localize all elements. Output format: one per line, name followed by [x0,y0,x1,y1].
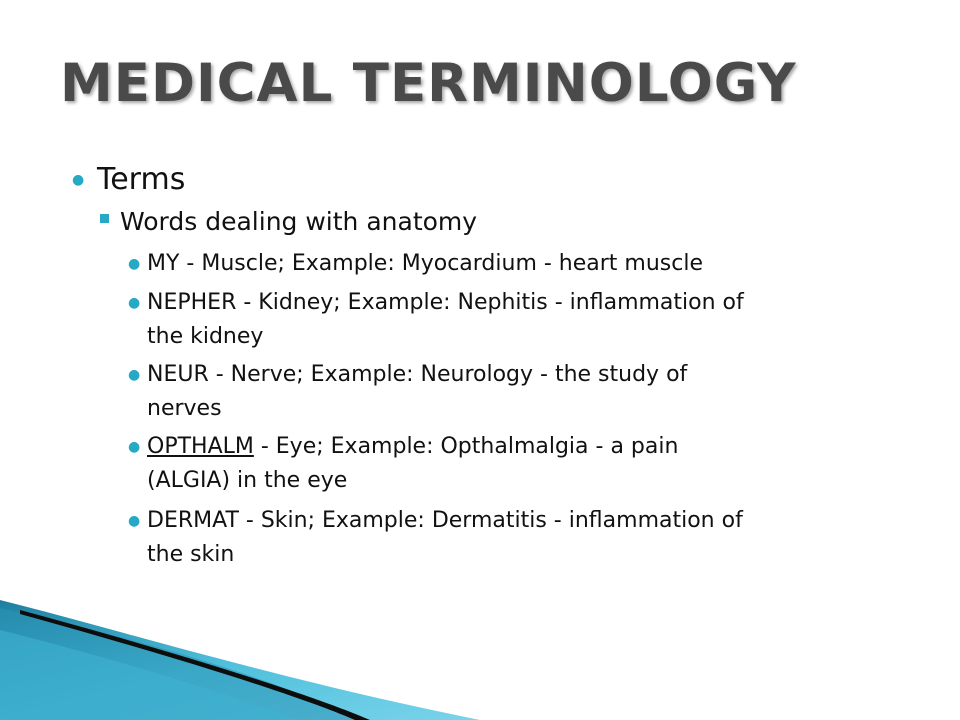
level3-bullet-icon: ● [128,439,141,455]
list-item-line: the skin [147,542,235,567]
list-item-line: MY - Muscle; Example: Myocardium - heart muscle [147,251,704,276]
slide-title: MEDICAL TERMINOLOGY [60,53,797,114]
list-item-line: DERMAT - Skin; Example: Dermatitis - inflammation of [147,508,743,533]
decorative-wave [0,600,480,720]
list-item-text: - Eye; Example: Opthalmalgia - a pain [253,434,679,459]
list-item-line: nerves [147,396,222,421]
level1-bullet-icon: ● [72,172,85,188]
level3-bullet-icon: ● [128,295,141,311]
list-item-line: NEPHER - Kidney; Example: Nephitis - inflammation of [147,290,744,315]
level2-square-bullet-icon [100,214,109,223]
list-item-line: the kidney [147,324,264,349]
level3-bullet-icon: ● [128,367,141,383]
list-item-line [147,430,678,464]
list-item-line: NEUR - Nerve; Example: Neurology - the study of [147,362,688,387]
level2-heading: Words dealing with anatomy [120,207,478,236]
level3-bullet-icon: ● [128,513,141,529]
list-item-line: (ALGIA) in the eye [147,468,348,493]
level3-bullet-icon: ● [128,256,141,272]
level1-heading: Terms [97,162,186,197]
underlined-term: OPTHALM [147,434,254,459]
